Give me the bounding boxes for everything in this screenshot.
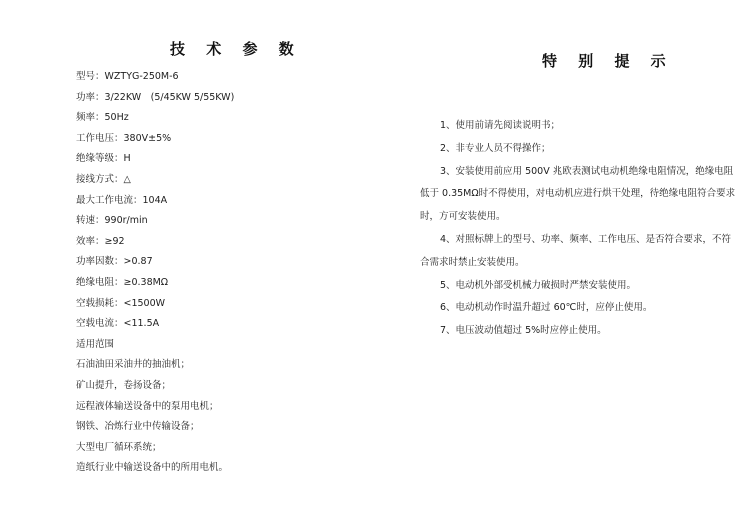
spec-list: [76, 67, 234, 479]
application-item: 矿山提升，卷扬设备；: [76, 379, 172, 391]
application-item: 钢铁、冶炼行业中传输设备；: [76, 421, 200, 433]
notice-item: 1、使用前请先阅读说明书；: [440, 120, 561, 131]
notice-list: [420, 115, 738, 343]
application-heading: 适用范围: [76, 338, 115, 350]
application-item: 远程液体输送设备中的泵用电机；: [76, 400, 219, 412]
spec-title: 技 术 参 数: [170, 40, 302, 58]
spec-item: 工作电压：380V±5%: [76, 132, 172, 144]
application-item: 造纸行业中输送设备中的所用电机。: [76, 462, 229, 474]
spec-item: 空载电流：<11.5A: [76, 318, 160, 330]
notice-item: 4、对照标牌上的型号、功率、频率、工作电压、是否符合要求，不符合需求时禁止安装使用。: [420, 233, 732, 268]
notice-item: 7、电压波动值超过 5%时应停止使用。: [440, 325, 607, 337]
notice-item: 5、电动机外部受机械力破损时严禁安装使用。: [440, 279, 637, 291]
spec-item: 功率因数：>0.87: [76, 256, 153, 268]
notice-item: 2、非专业人员不得操作；: [440, 142, 551, 154]
spec-item: 绝缘电阻：≥0.38MΩ: [76, 276, 169, 288]
spec-item: 最大工作电流：104A: [76, 194, 168, 206]
application-item: 大型电厂循环系统；: [76, 441, 162, 453]
application-item: 石油油田采油井的抽油机；: [76, 359, 191, 371]
spec-item: 接线方式：△: [76, 173, 131, 185]
spec-item: 绝缘等级：H: [76, 153, 131, 165]
spec-item: 效率：≥92: [76, 235, 125, 247]
spec-item: 型号：WZTYG-250M-6: [76, 71, 179, 82]
notice-item: 6、电动机动作时温升超过 60℃时，应停止使用。: [440, 302, 653, 314]
notice-title: 特 别 提 示: [542, 52, 674, 70]
notice-item: 3、安装使用前应用 500V 兆欧表测试电动机绝缘电阻情况，绝缘电阻低于 0.35MΩ时不得使用，对电动机应进行烘干处理，待绝缘电阻符合要求时，方可安装使用。: [420, 165, 736, 223]
spec-item: 频率：50Hz: [76, 112, 129, 124]
spec-item: 转速：990r/min: [76, 215, 148, 227]
spec-item: 空载损耗：<1500W: [76, 297, 166, 309]
spec-item: 功率：3/22KW (5/45KW 5/55KW): [76, 91, 235, 103]
